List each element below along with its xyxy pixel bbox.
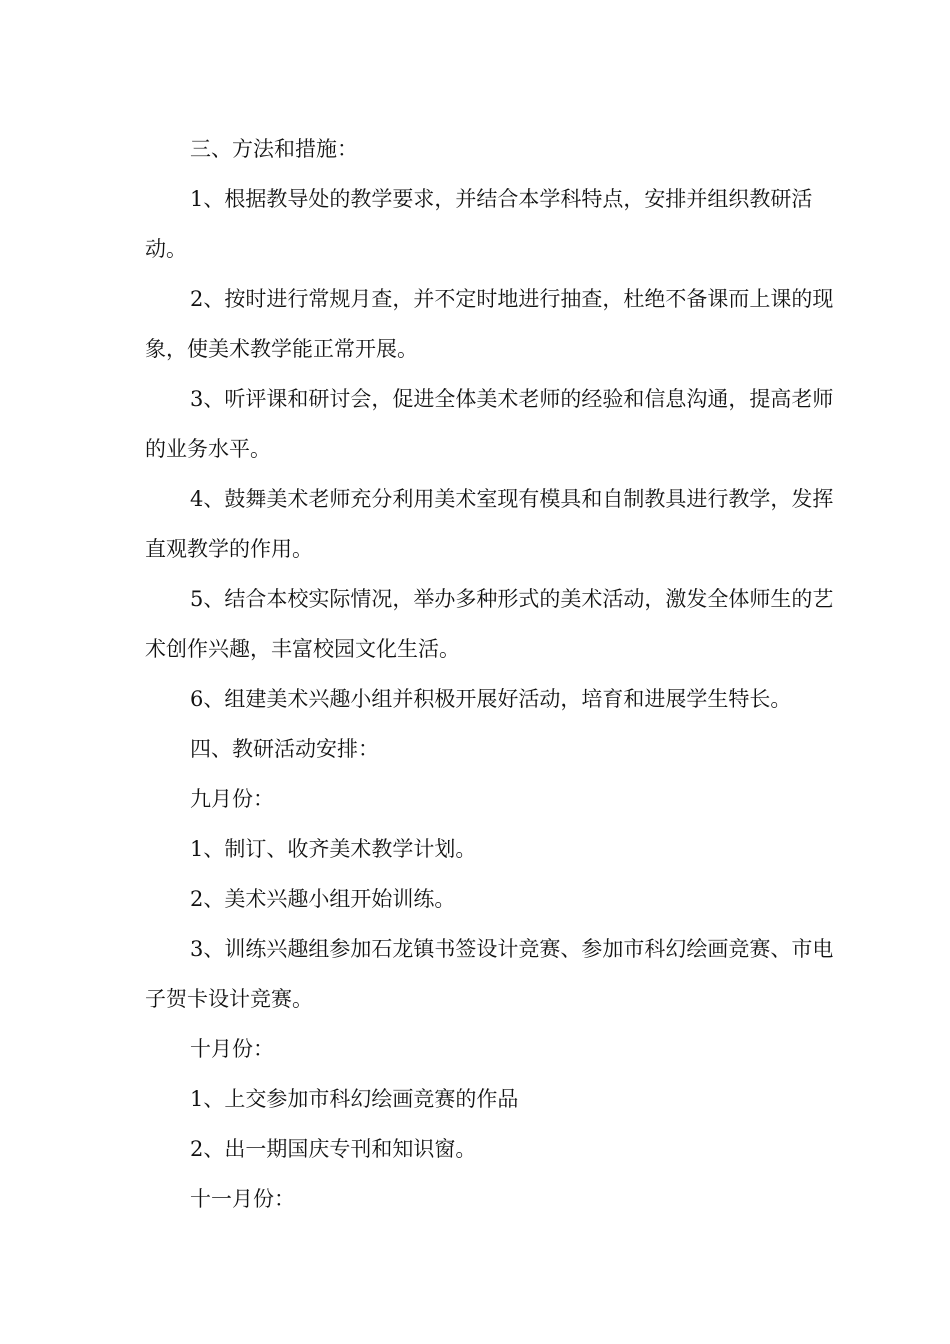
- method-item-3: 3、听评课和研讨会，促进全体美术老师的经验和信息沟通，提高老师的业务水平。: [145, 387, 834, 461]
- method-item-2: 2、按时进行常规月查，并不定时地进行抽查，杜绝不备课而上课的现象，使美术教学能正常开展。: [145, 287, 834, 361]
- method-item-4: 4、鼓舞美术老师充分利用美术室现有模具和自制教具进行教学，发挥直观教学的作用。: [145, 487, 834, 561]
- section-heading-schedule: 四、教研活动安排：: [190, 737, 379, 761]
- method-item-6: 6、组建美术兴趣小组并积极开展好活动，培育和进展学生特长。: [190, 687, 792, 711]
- month-heading-september: 九月份：: [190, 787, 274, 811]
- month-heading-november: 十一月份：: [190, 1187, 295, 1211]
- october-item-1: 1、上交参加市科幻绘画竞赛的作品: [190, 1087, 519, 1111]
- september-item-3: 3、训练兴趣组参加石龙镇书签设计竞赛、参加市科幻绘画竞赛、市电子贺卡设计竞赛。: [145, 937, 834, 1011]
- document-body: [145, 124, 835, 1224]
- section-heading-methods: 三、方法和措施：: [190, 137, 358, 161]
- september-item-2: 2、美术兴趣小组开始训练。: [190, 887, 456, 911]
- month-heading-october: 十月份：: [190, 1037, 274, 1061]
- method-item-1: 1、根据教导处的教学要求，并结合本学科特点，安排并组织教研活动。: [145, 187, 813, 261]
- october-item-2: 2、出一期国庆专刊和知识窗。: [190, 1137, 477, 1161]
- september-item-1: 1、制订、收齐美术教学计划。: [190, 837, 477, 861]
- method-item-5: 5、结合本校实际情况，举办多种形式的美术活动，激发全体师生的艺术创作兴趣，丰富校园文化生活。: [145, 587, 834, 661]
